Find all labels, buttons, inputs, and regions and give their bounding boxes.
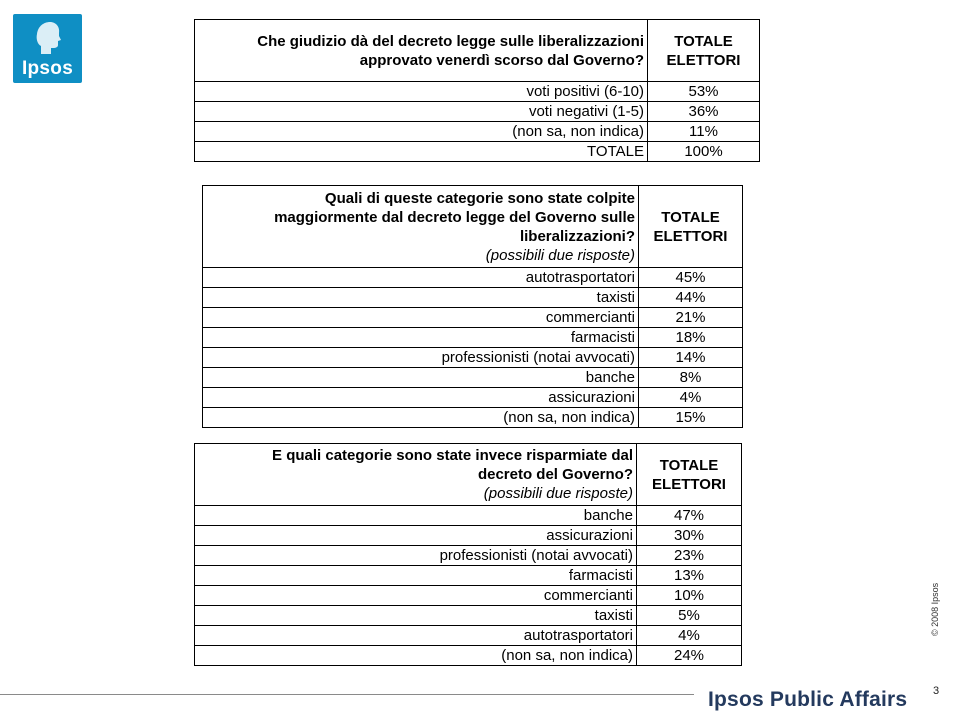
table-row [195, 142, 760, 162]
row-label: autotrasportatori [195, 626, 637, 646]
row-value: 36% [648, 102, 760, 122]
row-label: voti negativi (1-5) [195, 102, 648, 122]
row-label: farmacisti [203, 328, 639, 348]
row-value: 14% [639, 348, 743, 368]
question-line: liberalizzazioni? [519, 227, 635, 245]
ipsos-logo [13, 14, 82, 83]
row-value: 45% [639, 268, 743, 288]
row-value: 5% [637, 606, 742, 626]
table-row [195, 506, 742, 526]
footer-divider [0, 694, 694, 695]
row-value: 24% [637, 646, 742, 666]
row-value: 11% [648, 122, 760, 142]
row-value: 100% [648, 142, 760, 162]
row-value: 4% [637, 626, 742, 646]
column-header-line: ELETTORI [652, 475, 726, 493]
row-label: banche [195, 506, 637, 526]
question-line: maggiormente dal decreto legge del Governo sulle [274, 208, 635, 226]
question-line: decreto del Governo? [477, 466, 633, 483]
row-value: 15% [639, 408, 743, 428]
table-row [195, 626, 742, 646]
question-text [195, 20, 648, 82]
row-label: autotrasportatori [203, 268, 639, 288]
row-label: TOTALE [195, 142, 648, 162]
table-row [195, 646, 742, 666]
row-value: 4% [639, 388, 743, 408]
row-label: assicurazioni [203, 388, 639, 408]
column-header-line: ELETTORI [653, 227, 728, 245]
logo-text: Ipsos [21, 58, 74, 79]
table-row [203, 288, 743, 308]
table-row [203, 308, 743, 328]
table-row [203, 408, 743, 428]
table-row [195, 586, 742, 606]
row-value: 53% [648, 82, 760, 102]
table-row [203, 348, 743, 368]
row-label: professionisti (notai avvocati) [203, 348, 639, 368]
row-label: (non sa, non indica) [203, 408, 639, 428]
copyright-text: © 2008 Ipsos [930, 582, 940, 636]
row-value: 18% [639, 328, 743, 348]
table-row [203, 388, 743, 408]
row-label: (non sa, non indica) [195, 646, 637, 666]
head-silhouette-icon [35, 20, 61, 56]
row-label: taxisti [203, 288, 639, 308]
column-header [639, 186, 743, 268]
table-giudizio-decreto [194, 19, 760, 162]
row-value: 10% [637, 586, 742, 606]
table-row [195, 606, 742, 626]
row-label: professionisti (notai avvocati) [195, 546, 637, 566]
row-label: banche [203, 368, 639, 388]
table-row [195, 546, 742, 566]
row-label: voti positivi (6-10) [195, 82, 648, 102]
row-value: 47% [637, 506, 742, 526]
row-value: 13% [637, 566, 742, 586]
row-value: 44% [639, 288, 743, 308]
table-row [195, 82, 760, 102]
table-row [195, 102, 760, 122]
table-categorie-risparmiate [194, 443, 742, 666]
row-value: 8% [639, 368, 743, 388]
row-value: 23% [637, 546, 742, 566]
table-row [195, 526, 742, 546]
column-header [637, 444, 742, 506]
row-label: farmacisti [195, 566, 637, 586]
page-number: 3 [933, 685, 940, 697]
table-row [203, 268, 743, 288]
row-label: commercianti [203, 308, 639, 328]
question-line: E quali categorie sono state invece risparmiate dal [272, 447, 633, 464]
table-row [195, 122, 760, 142]
column-header-line: TOTALE [659, 456, 719, 474]
table-row [195, 566, 742, 586]
row-label: commercianti [195, 586, 637, 606]
question-note: (possibili due risposte) [483, 485, 633, 502]
column-header-line: ELETTORI [666, 51, 741, 69]
question-line: approvato venerdì scorso dal Governo? [359, 51, 644, 69]
row-label: assicurazioni [195, 526, 637, 546]
question-line: Quali di queste categorie sono state colpite [324, 189, 635, 207]
row-label: taxisti [195, 606, 637, 626]
table-row [203, 368, 743, 388]
column-header-line: TOTALE [674, 32, 733, 50]
row-label: (non sa, non indica) [195, 122, 648, 142]
brand-wordmark: Ipsos Public Affairs [708, 688, 908, 711]
question-note: (possibili due risposte) [485, 246, 635, 264]
table-row [203, 328, 743, 348]
question-text [195, 444, 637, 506]
column-header [648, 20, 760, 82]
row-value: 21% [639, 308, 743, 328]
question-line: Che giudizio dà del decreto legge sulle liberalizzazioni [257, 32, 644, 50]
row-value: 30% [637, 526, 742, 546]
question-text [203, 186, 639, 268]
table-categorie-colpite [202, 185, 743, 428]
column-header-line: TOTALE [661, 208, 720, 226]
